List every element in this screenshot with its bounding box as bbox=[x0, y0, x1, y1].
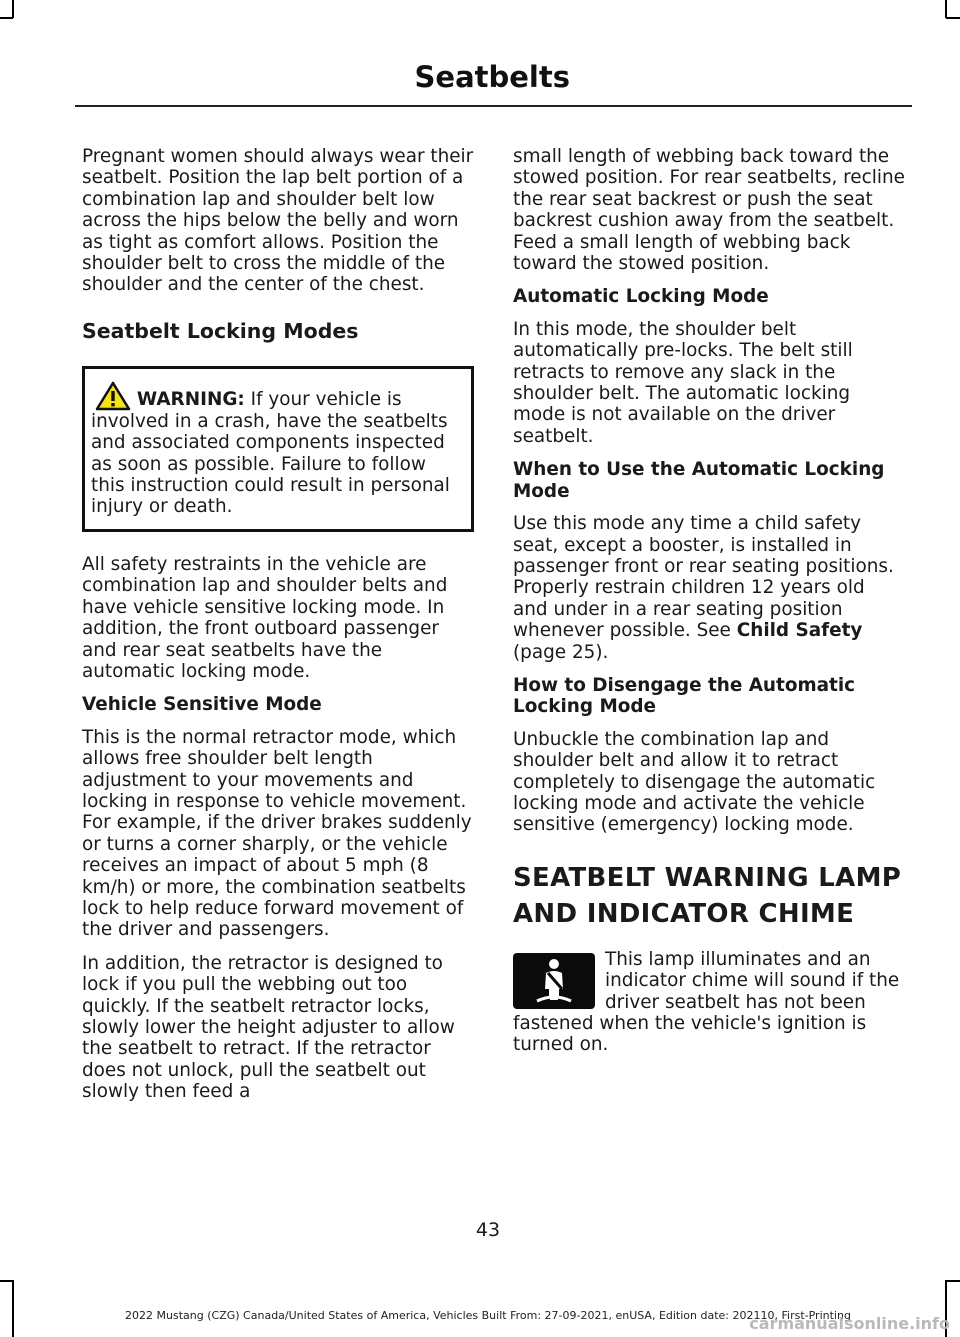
page-title: Seatbelts bbox=[414, 60, 570, 94]
subheading-automatic-locking-mode: Automatic Locking Mode bbox=[513, 286, 769, 308]
subheading-when-to-use: When to Use the Automatic Locking Mode bbox=[513, 459, 885, 502]
when-paragraph bbox=[513, 513, 905, 663]
child-safety-link[interactable]: Child Safety bbox=[736, 620, 863, 642]
when-page-ref: (page 25). bbox=[513, 641, 609, 663]
main-heading-line-2: AND INDICATOR CHIME bbox=[513, 898, 855, 929]
warning-triangle-icon bbox=[95, 381, 131, 411]
intro-paragraph: Pregnant women should always wear their seatbelt. Position the lap belt portion of a combination lap and shoulder belt low across the hips below the belly and worn as tight as comfort allows. Position the shoulder belt to cross the middle of the shoulder and the center of the chest. bbox=[82, 146, 474, 296]
crop-mark bbox=[12, 0, 14, 18]
page-number: 43 bbox=[475, 1219, 501, 1241]
crop-mark bbox=[0, 17, 13, 19]
crop-mark bbox=[945, 0, 947, 18]
disengage-paragraph: Unbuckle the combination lap and shoulder belt and allow it to retract completely to disengage the automatic locking mode and activate the vehicle sensitive (emergency) locking mode. bbox=[513, 728, 876, 836]
right-column bbox=[513, 146, 905, 1068]
lamp-paragraph: This lamp illuminates and an indicator chime will sound if the driver seatbelt has not been fastened when the vehicle's ignition is turned on. bbox=[513, 948, 900, 1056]
warning-label: WARNING: bbox=[136, 388, 245, 410]
warning-box bbox=[82, 366, 474, 532]
restraints-paragraph: All safety restraints in the vehicle are combination lap and shoulder belts and have vehicle sensitive locking mode. In addition, the front outboard passenger and rear seat seatbelts have the automatic locking mode. bbox=[82, 553, 448, 682]
main-heading-line-1: SEATBELT WARNING LAMP bbox=[513, 862, 902, 893]
footer-edition-info: 2022 Mustang (CZG) Canada/United States of America, Vehicles Built From: 27-09-2021, enUSA, Edition date: 202110, First-Printing bbox=[125, 1309, 851, 1322]
crop-mark bbox=[946, 17, 960, 19]
vsm-paragraph: This is the normal retractor mode, which allows free shoulder belt length adjustment to your movements and locking in response to vehicle movement. For example, if the driver brakes suddenly or turns a corner sharply, or the vehicle receives an impact of about 5 mph (8 km/h) or more, the combination seatbelts lock to help reduce forward movement of the driver and passengers. bbox=[82, 726, 472, 941]
header-rule bbox=[75, 105, 912, 107]
alm-paragraph: In this mode, the shoulder belt automatically pre-locks. The belt still retracts to remove any slack in the shoulder belt. The automatic locking mode is not available on the driver seatbelt. bbox=[513, 318, 853, 447]
main-heading-warning-lamp bbox=[513, 864, 905, 929]
subheading-how-to-disengage: How to Disengage the Automatic Locking Mode bbox=[513, 674, 856, 718]
crop-mark bbox=[946, 1280, 960, 1282]
lamp-section bbox=[513, 949, 905, 1056]
retractor-paragraph: In addition, the retractor is designed to lock if you pull the webbing out too quickly. If the seatbelt retractor locks, slowly lower the height adjuster to allow the seatbelt to retract. If the retractor does not unlock, pull the seatbelt out slowly then feed a bbox=[82, 952, 455, 1103]
crop-mark bbox=[0, 1280, 13, 1282]
warning-text: If your vehicle is involved in a crash, have the seatbelts and associated components inspected as soon as possible. Failure to follow this instruction could result in personal injury or death. bbox=[91, 388, 450, 518]
subheading-vehicle-sensitive-mode: Vehicle Sensitive Mode bbox=[82, 694, 322, 716]
watermark: carmanualsonline.info bbox=[749, 1314, 950, 1333]
continuation-paragraph: small length of webbing back toward the stowed position. For rear seatbelts, recline the rear seat backrest or push the seat backrest cushion away from the seatbelt. Feed a small length of webbing back toward the stowed position. bbox=[513, 146, 905, 275]
when-text: Use this mode any time a child safety seat, except a booster, is installed in passenger front or rear seating positions. Properly restrain children 12 years old and under in a rear seating position whenever possible. See bbox=[513, 513, 894, 642]
seatbelt-warning-icon bbox=[513, 953, 595, 1009]
section-heading-locking-modes: Seatbelt Locking Modes bbox=[82, 318, 359, 343]
left-column bbox=[82, 146, 474, 1115]
